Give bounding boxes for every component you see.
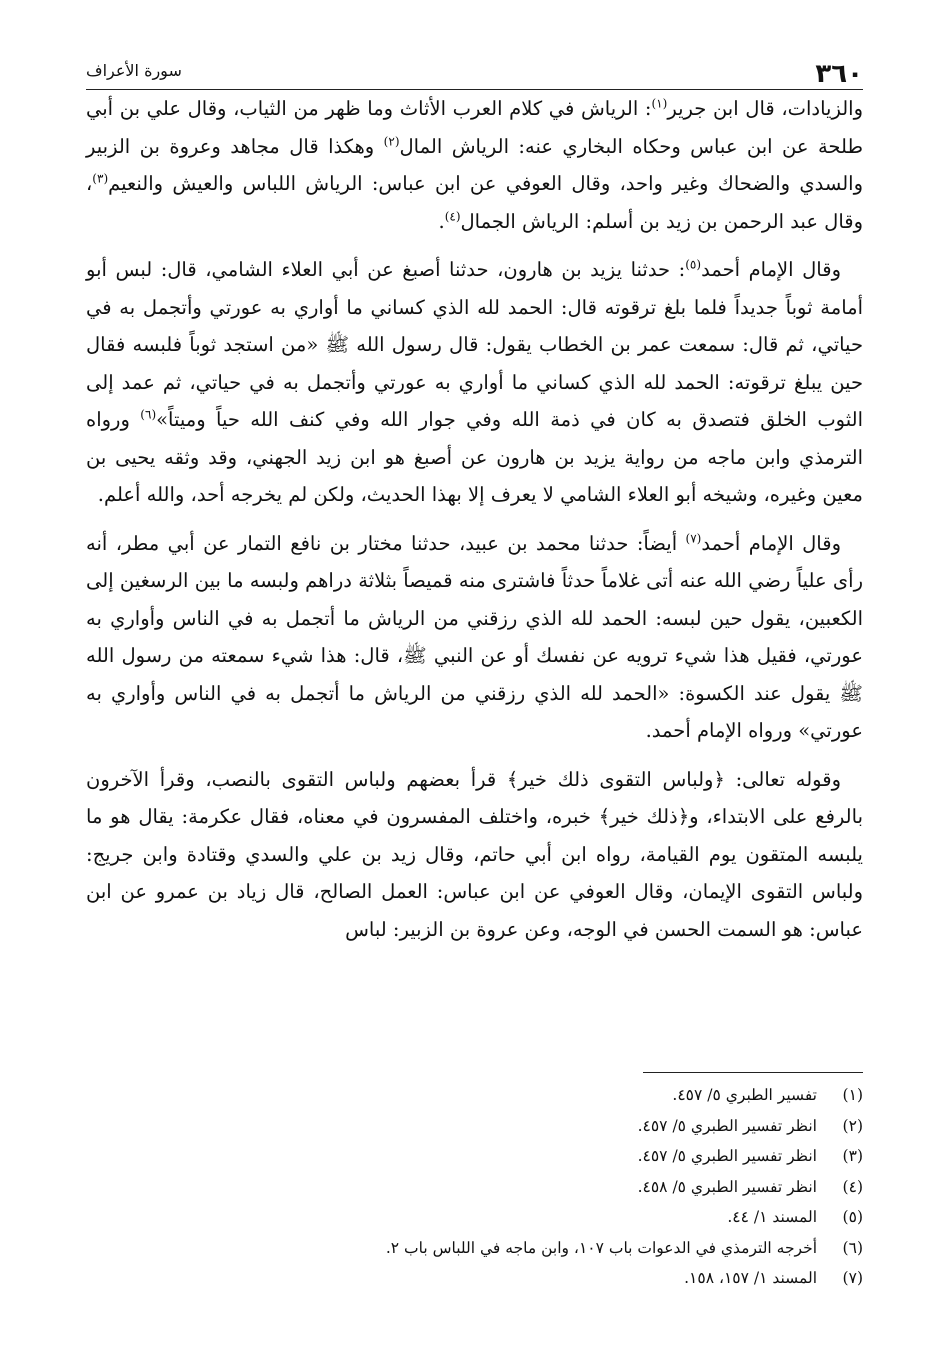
paragraph	[86, 525, 863, 750]
footnote	[86, 1233, 863, 1264]
paragraph-text: وقال الإمام أحمد	[701, 531, 841, 555]
paragraph-text: : حدثنا يزيد بن هارون، حدثنا أصبغ عن أبي العلاء الشامي، قال: لبس أبو أمامة ثوباً جديداً فلما بلغ ترقوته قال: الحمد لله الذي كساني ما أواري به عورتي وأتجمل به في حياتي، ثم قال: سمعت عمر بن الخطاب يقول: قال رسول الله ﷺ «من استجد ثوباً فلبسه فقال حين يبلغ ترقوته: الحمد لله الذي كساني ما أواري به عورتي وأتجمل به في حياتي، ثم عمد إلى الثوب الخلق فتصدق به كان في ذمة الله وفي جوار الله وفي كنف الله حياً وميتاً»	[86, 258, 863, 431]
footnote-ref: (٦)	[140, 407, 157, 422]
page-header	[86, 55, 863, 90]
footnote-number: (٥)	[842, 1208, 863, 1226]
page-number: ٣٦٠	[815, 59, 863, 89]
footnote	[86, 1141, 863, 1172]
footnote-divider	[643, 1072, 863, 1073]
paragraph	[86, 251, 863, 514]
footnote-number: (١)	[842, 1086, 863, 1104]
footnote	[86, 1172, 863, 1203]
paragraph-text: وقال الإمام أحمد	[701, 258, 841, 281]
footnote-ref: (٢)	[383, 134, 400, 148]
footnote-number: (٢)	[842, 1116, 863, 1135]
main-text	[86, 90, 863, 959]
footnote-number: (٧)	[842, 1269, 863, 1287]
footnote-number: (٣)	[842, 1147, 863, 1165]
footnote-text: انظر تفسير الطبري ٥/ ٤٥٧.	[637, 1147, 817, 1165]
paragraph-text: ورواه الترمذي وابن ماجه من رواية يزيد بن هارون عن أصبغ هو ابن زيد الجهني، وقد وثقه يحيى بن معين وغيره، وشيخه أبو العلاء الشامي لا يعرف إلا بهذا الحديث، ولكن لم يخرجه أحد، والله أعلم.	[86, 408, 863, 506]
paragraph	[86, 761, 863, 949]
footnote-ref: (٧)	[685, 531, 702, 545]
footnote	[86, 1080, 863, 1111]
paragraph	[86, 90, 863, 240]
footnote-text: أخرجه الترمذي في الدعوات باب ١٠٧، وابن ماجه في اللباس باب ٢.	[385, 1238, 817, 1257]
surah-title: سورة الأعراف	[86, 61, 182, 80]
paragraph-text: وقوله تعالى: ﴿ولباس التقوى ذلك خير﴾ قرأ بعضهم ولباس التقوى بالنصب، وقرأ الآخرون بالرفع على الابتداء، و﴿ذلك خير﴾ خبره، واختلف المفسرون في معناه، فقال عكرمة: يقال هو ما يلبسه المتقون يوم القيامة، رواه ابن أبي حاتم، وقال زيد بن علي والسدي وقتادة وابن جريج: ولباس التقوى الإيمان، وقال العوفي عن ابن عباس: العمل الصالح، قال زياد بن عمرو عن ابن عباس: هو السمت الحسن في الوجه، وعن عروة بن الزبير: لباس	[86, 767, 863, 941]
footnote-ref: (٤)	[444, 209, 461, 223]
footnote-number: (٤)	[842, 1177, 863, 1196]
footnote	[86, 1202, 863, 1233]
paragraph-text: وهكذا قال مجاهد وعروة بن الزبير والسدي والضحاك وغير واحد، وقال العوفي عن ابن عباس: الرياش اللباس والعيش والنعيم	[86, 134, 863, 195]
footnote-text: تفسير الطبري ٥/ ٤٥٧.	[672, 1086, 817, 1104]
paragraph-text: ، وقال عبد الرحمن بن زيد بن أسلم: الرياش الجمال	[86, 172, 863, 233]
paragraph-text: : الرياش في كلام العرب الأثاث وما ظهر من الثياب، وقال علي بن أبي طلحة عن ابن عباس وحكاه البخاري عنه: الرياش المال	[86, 97, 863, 158]
paragraph-text: .	[438, 209, 445, 233]
footnote-text: المسند ١/ ١٥٧، ١٥٨.	[684, 1269, 817, 1287]
footnote-text: انظر تفسير الطبري ٥/ ٤٥٨.	[637, 1177, 817, 1196]
footnote-number: (٦)	[842, 1238, 863, 1257]
footnotes	[86, 1080, 863, 1294]
footnote-text: المسند ١/ ٤٤.	[727, 1208, 817, 1226]
footnote-ref: (٣)	[92, 171, 109, 186]
footnote-ref: (١)	[651, 96, 668, 111]
paragraph-text: أيضاً: حدثنا محمد بن عبيد، حدثنا مختار بن نافع التمار عن أبي مطر، أنه رأى علياً رضي الله عنه أتى غلاماً حدثاً فاشترى منه قميصاً بثلاثة دراهم ولبسه ما بين الرسغين إلى الكعبين، يقول حين لبسه: الحمد لله الذي رزقني من الرياش ما أتجمل به في الناس وأواري به عورتي، فقيل هذا شيء ترويه عن نفسك أو عن النبي ﷺ، قال: هذا شيء سمعته من رسول الله ﷺ يقول عند الكسوة: «الحمد لله الذي رزقني من الرياش ما أتجمل به في الناس وأواري به عورتي» ورواه الإمام أحمد.	[86, 531, 863, 742]
footnote-text: انظر تفسير الطبري ٥/ ٤٥٧.	[637, 1116, 817, 1135]
footnote	[86, 1263, 863, 1294]
footnote-ref: (٥)	[685, 257, 702, 272]
paragraph-text: والزيادات، قال ابن جرير	[667, 97, 863, 120]
footnote	[86, 1111, 863, 1142]
